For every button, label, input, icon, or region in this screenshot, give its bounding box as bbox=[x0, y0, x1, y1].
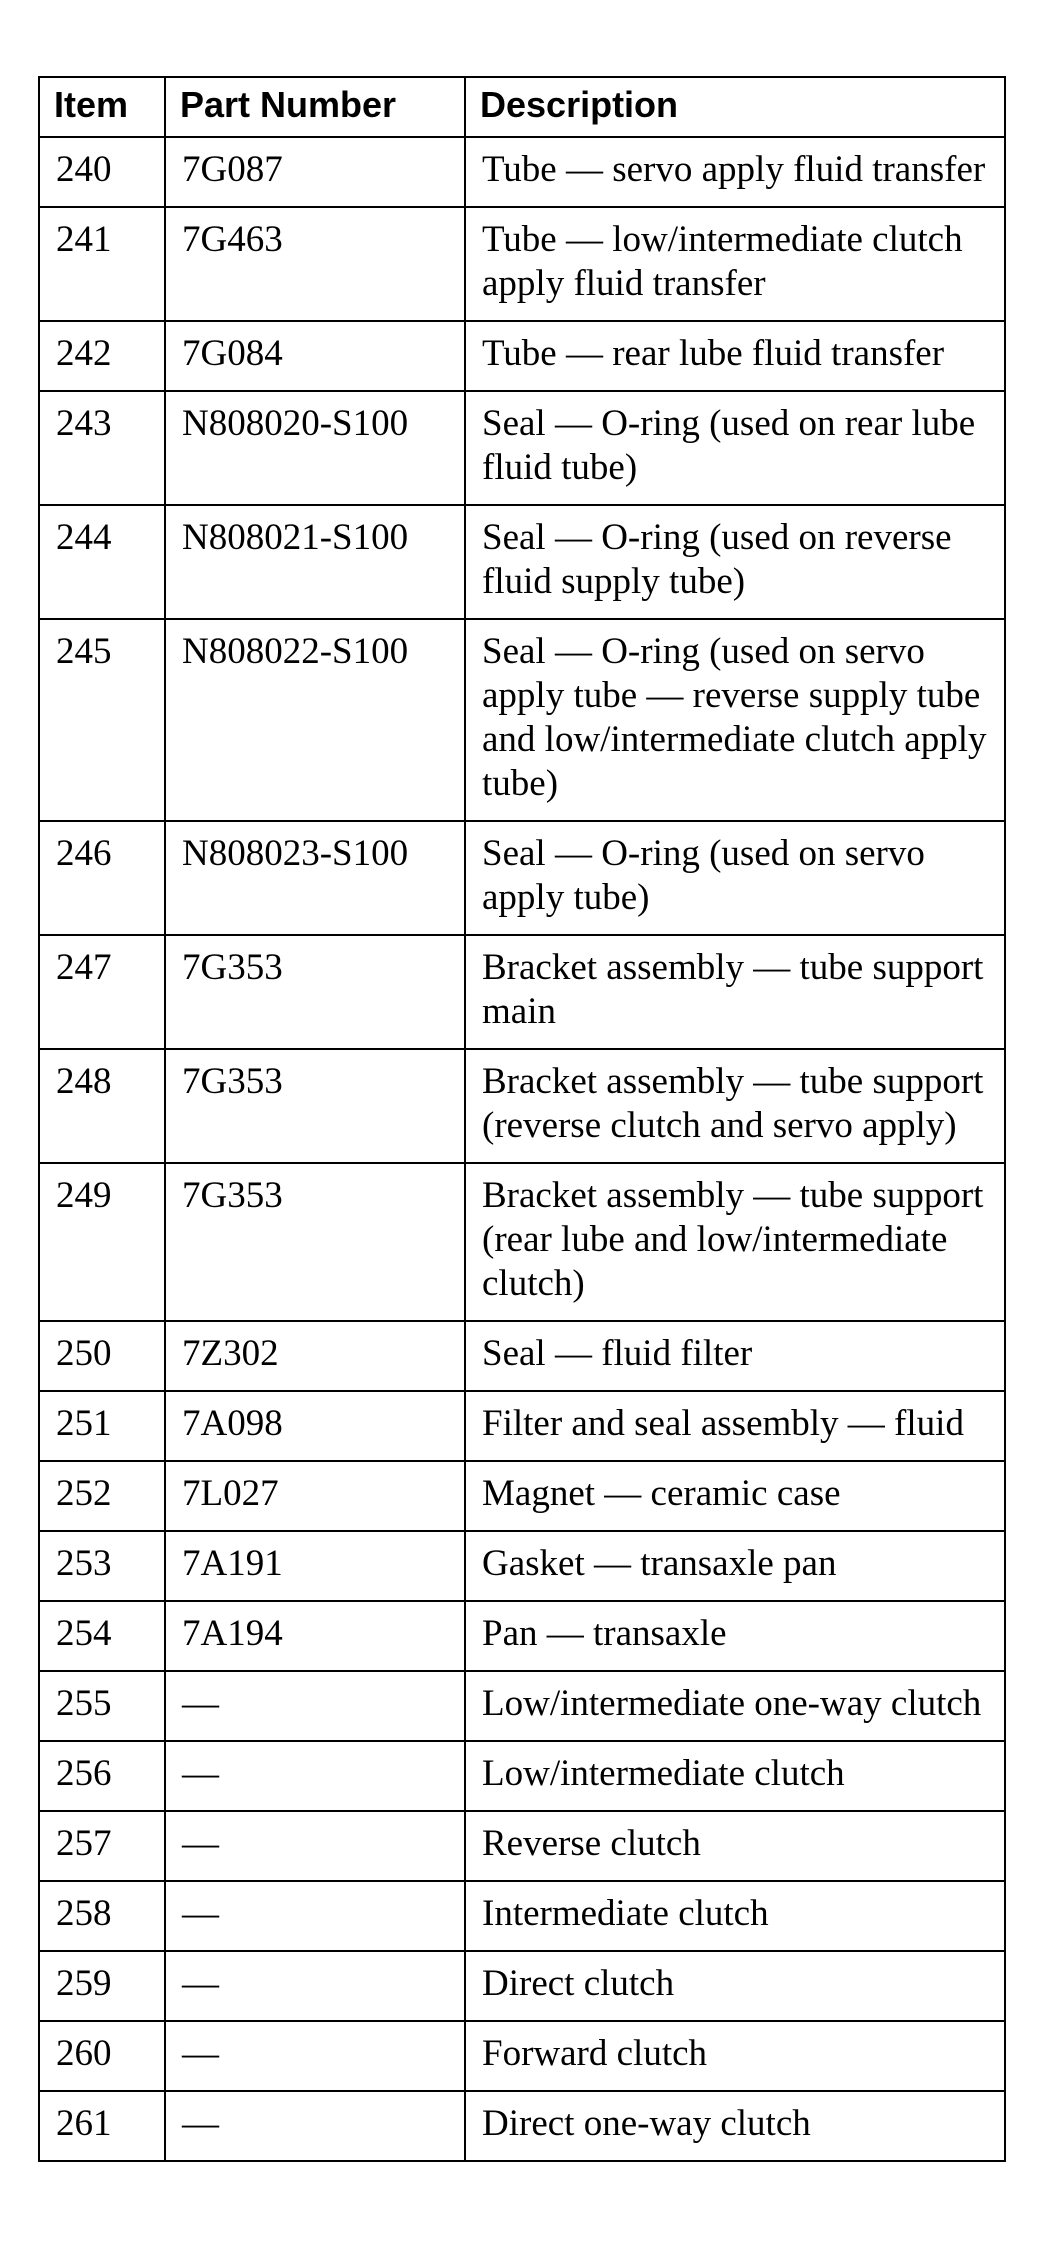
description-cell: Low/intermediate one-way clutch bbox=[465, 1671, 1005, 1741]
part-number-cell: — bbox=[165, 2091, 465, 2161]
item-cell: 255 bbox=[39, 1671, 165, 1741]
header-part-number: Part Number bbox=[165, 77, 465, 137]
parts-table bbox=[38, 76, 1006, 2162]
item-cell: 242 bbox=[39, 321, 165, 391]
part-number-cell: 7G087 bbox=[165, 137, 465, 207]
table-row bbox=[39, 391, 1005, 505]
description-cell: Filter and seal assembly — fluid bbox=[465, 1391, 1005, 1461]
description-cell: Tube — rear lube fluid transfer bbox=[465, 321, 1005, 391]
part-number-cell: N808023-S100 bbox=[165, 821, 465, 935]
part-number-cell: 7G084 bbox=[165, 321, 465, 391]
part-number-cell: — bbox=[165, 1671, 465, 1741]
item-cell: 261 bbox=[39, 2091, 165, 2161]
description-cell: Intermediate clutch bbox=[465, 1881, 1005, 1951]
table-row bbox=[39, 2021, 1005, 2091]
part-number-cell: — bbox=[165, 1811, 465, 1881]
table-row bbox=[39, 1741, 1005, 1811]
item-cell: 256 bbox=[39, 1741, 165, 1811]
table-row bbox=[39, 1811, 1005, 1881]
part-number-cell: 7G353 bbox=[165, 1163, 465, 1321]
item-cell: 259 bbox=[39, 1951, 165, 2021]
item-cell: 251 bbox=[39, 1391, 165, 1461]
item-cell: 257 bbox=[39, 1811, 165, 1881]
header-row bbox=[39, 77, 1005, 137]
table-row bbox=[39, 619, 1005, 821]
description-cell: Seal — O-ring (used on rear lube fluid tube) bbox=[465, 391, 1005, 505]
part-number-cell: 7G353 bbox=[165, 1049, 465, 1163]
item-cell: 243 bbox=[39, 391, 165, 505]
item-cell: 246 bbox=[39, 821, 165, 935]
table-row bbox=[39, 207, 1005, 321]
item-cell: 260 bbox=[39, 2021, 165, 2091]
part-number-cell: 7A194 bbox=[165, 1601, 465, 1671]
part-number-cell: 7G353 bbox=[165, 935, 465, 1049]
part-number-cell: 7Z302 bbox=[165, 1321, 465, 1391]
part-number-cell: N808020-S100 bbox=[165, 391, 465, 505]
description-cell: Seal — fluid filter bbox=[465, 1321, 1005, 1391]
part-number-cell: — bbox=[165, 2021, 465, 2091]
header-item: Item bbox=[39, 77, 165, 137]
table-row bbox=[39, 505, 1005, 619]
table-row bbox=[39, 935, 1005, 1049]
part-number-cell: — bbox=[165, 1741, 465, 1811]
item-cell: 248 bbox=[39, 1049, 165, 1163]
item-cell: 254 bbox=[39, 1601, 165, 1671]
part-number-cell: 7G463 bbox=[165, 207, 465, 321]
table-row bbox=[39, 1461, 1005, 1531]
item-cell: 247 bbox=[39, 935, 165, 1049]
table-row bbox=[39, 821, 1005, 935]
item-cell: 241 bbox=[39, 207, 165, 321]
item-cell: 258 bbox=[39, 1881, 165, 1951]
item-cell: 244 bbox=[39, 505, 165, 619]
table-row bbox=[39, 1531, 1005, 1601]
description-cell: Reverse clutch bbox=[465, 1811, 1005, 1881]
description-cell: Seal — O-ring (used on reverse fluid supply tube) bbox=[465, 505, 1005, 619]
description-cell: Seal — O-ring (used on servo apply tube) bbox=[465, 821, 1005, 935]
description-cell: Direct one-way clutch bbox=[465, 2091, 1005, 2161]
part-number-cell: — bbox=[165, 1881, 465, 1951]
table-row bbox=[39, 1163, 1005, 1321]
table-row bbox=[39, 1951, 1005, 2021]
part-number-cell: N808021-S100 bbox=[165, 505, 465, 619]
table-row bbox=[39, 1671, 1005, 1741]
description-cell: Pan — transaxle bbox=[465, 1601, 1005, 1671]
description-cell: Tube — low/intermediate clutch apply fluid transfer bbox=[465, 207, 1005, 321]
table-row bbox=[39, 321, 1005, 391]
item-cell: 249 bbox=[39, 1163, 165, 1321]
table-row bbox=[39, 1321, 1005, 1391]
part-number-cell: 7A191 bbox=[165, 1531, 465, 1601]
table-header bbox=[39, 77, 1005, 137]
table-row bbox=[39, 2091, 1005, 2161]
part-number-cell: N808022-S100 bbox=[165, 619, 465, 821]
part-number-cell: 7L027 bbox=[165, 1461, 465, 1531]
table-body bbox=[39, 137, 1005, 2161]
description-cell: Direct clutch bbox=[465, 1951, 1005, 2021]
table-row bbox=[39, 1601, 1005, 1671]
description-cell: Low/intermediate clutch bbox=[465, 1741, 1005, 1811]
item-cell: 240 bbox=[39, 137, 165, 207]
description-cell: Bracket assembly — tube support (reverse clutch and servo apply) bbox=[465, 1049, 1005, 1163]
part-number-cell: — bbox=[165, 1951, 465, 2021]
description-cell: Forward clutch bbox=[465, 2021, 1005, 2091]
item-cell: 253 bbox=[39, 1531, 165, 1601]
description-cell: Gasket — transaxle pan bbox=[465, 1531, 1005, 1601]
item-cell: 250 bbox=[39, 1321, 165, 1391]
description-cell: Bracket assembly — tube support (rear lube and low/intermediate clutch) bbox=[465, 1163, 1005, 1321]
description-cell: Bracket assembly — tube support main bbox=[465, 935, 1005, 1049]
description-cell: Magnet — ceramic case bbox=[465, 1461, 1005, 1531]
item-cell: 245 bbox=[39, 619, 165, 821]
table-row bbox=[39, 137, 1005, 207]
table-row bbox=[39, 1391, 1005, 1461]
header-description: Description bbox=[465, 77, 1005, 137]
table-row bbox=[39, 1881, 1005, 1951]
description-cell: Seal — O-ring (used on servo apply tube — reverse supply tube and low/intermediate clutch apply tube) bbox=[465, 619, 1005, 821]
item-cell: 252 bbox=[39, 1461, 165, 1531]
table-row bbox=[39, 1049, 1005, 1163]
part-number-cell: 7A098 bbox=[165, 1391, 465, 1461]
description-cell: Tube — servo apply fluid transfer bbox=[465, 137, 1005, 207]
